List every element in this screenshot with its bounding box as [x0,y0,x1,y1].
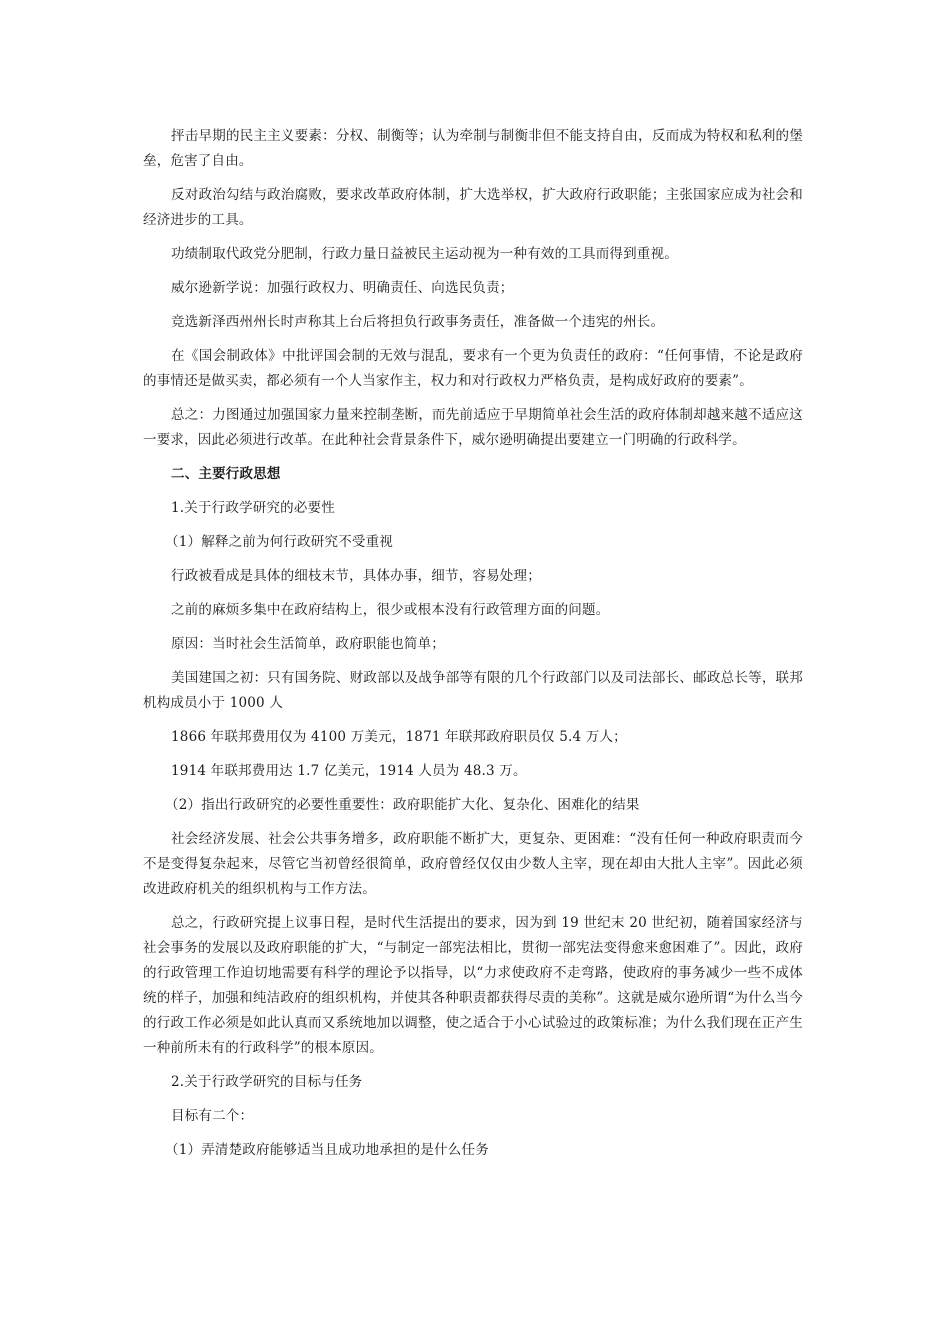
paragraph: 威尔逊新学说：加强行政权力、明确责任、向选民负责； [171,280,514,296]
list-item: （1）弄清楚政府能够适当且成功地承担的是什么任务 [165,1142,489,1158]
paragraph: 竞选新泽西州州长时声称其上台后将担负行政事务责任，准备做一个违宪的州长。 [171,314,665,330]
section-heading: 二、主要行政思想 [171,466,281,482]
paragraph: 反对政治勾结与政治腐败，要求改革政府体制，扩大选举权，扩大政府行政职能；主张国家应成为社会和经济进步的工具。 [143,187,803,228]
subsection-title: 1.关于行政学研究的必要性 [171,500,335,516]
paragraph: 美国建国之初：只有国务院、财政部以及战争部等有限的几个行政部门以及司法部长、邮政总长等，联邦机构成员小于 1000 人 [143,670,803,711]
list-item: （1）解释之前为何行政研究不受重视 [165,534,393,550]
subsection-title: 2.关于行政学研究的目标与任务 [171,1074,363,1090]
paragraph: 在《国会制政体》中批评国会制的无效与混乱，要求有一个更为负责任的政府：“任何事情，不论是政府的事情还是做买卖，都必须有一个人当家作主，权力和对行政权力严格负责，是构成好政府的要素”。 [143,348,803,389]
paragraph: 原因：当时社会生活简单，政府职能也简单； [171,636,445,652]
document-body [143,124,803,1172]
paragraph: 社会经济发展、社会公共事务增多，政府职能不断扩大，更复杂、更困难：“没有任何一种政府职责而今不是变得复杂起来，尽管它当初曾经很简单，政府曾经仅仅由少数人主宰，现在却由大批人主宰”。因此必须改进政府机关的组织机构与工作方法。 [143,831,804,897]
paragraph: 抨击早期的民主主义要素：分权、制衡等；认为牵制与制衡非但不能支持自由，反而成为特权和私利的堡垒，危害了自由。 [143,128,803,169]
paragraph: 之前的麻烦多集中在政府结构上，很少或根本没有行政管理方面的问题。 [171,602,610,618]
paragraph: 行政被看成是具体的细枝末节，具体办事，细节，容易处理； [171,568,541,584]
paragraph: 1866 年联邦费用仅为 4100 万美元，1871 年联邦政府职员仅 5.4 万人； [171,729,627,745]
paragraph: 1914 年联邦费用达 1.7 亿美元，1914 人员为 48.3 万。 [171,763,527,779]
paragraph: 总之，行政研究提上议事日程，是时代生活提出的要求，因为到 19 世纪末 20 世纪初，随着国家经济与社会事务的发展以及政府职能的扩大，“与制定一部宪法相比，贯彻一部宪法变得愈来愈困难了”。因此，政府的行政管理工作迫切地需要有科学的理论予以指导，以“力求使政府不走弯路，使政府的事务减少一些不成体统的样子，加强和纯洁政府的组织机构，并使其各种职责都获得尽责的美称”。这就是威尔逊所谓“为什么当今的行政工作必须是如此认真而又系统地加以调整，使之适合于小心试验过的政策标准；为什么我们现在正产生一种前所未有的行政科学”的根本原因。 [143,915,803,1056]
paragraph: 功绩制取代政党分肥制，行政力量日益被民主运动视为一种有效的工具而得到重视。 [171,246,678,262]
list-item: （2）指出行政研究的必要性重要性：政府职能扩大化、复杂化、困难化的结果 [165,797,640,813]
paragraph: 总之：力图通过加强国家力量来控制垄断，而先前适应于早期简单社会生活的政府体制却越来越不适应这一要求，因此必须进行改革。在此种社会背景条件下，威尔逊明确提出要建立一门明确的行政科学。 [143,407,803,448]
paragraph: 目标有二个： [171,1108,254,1124]
